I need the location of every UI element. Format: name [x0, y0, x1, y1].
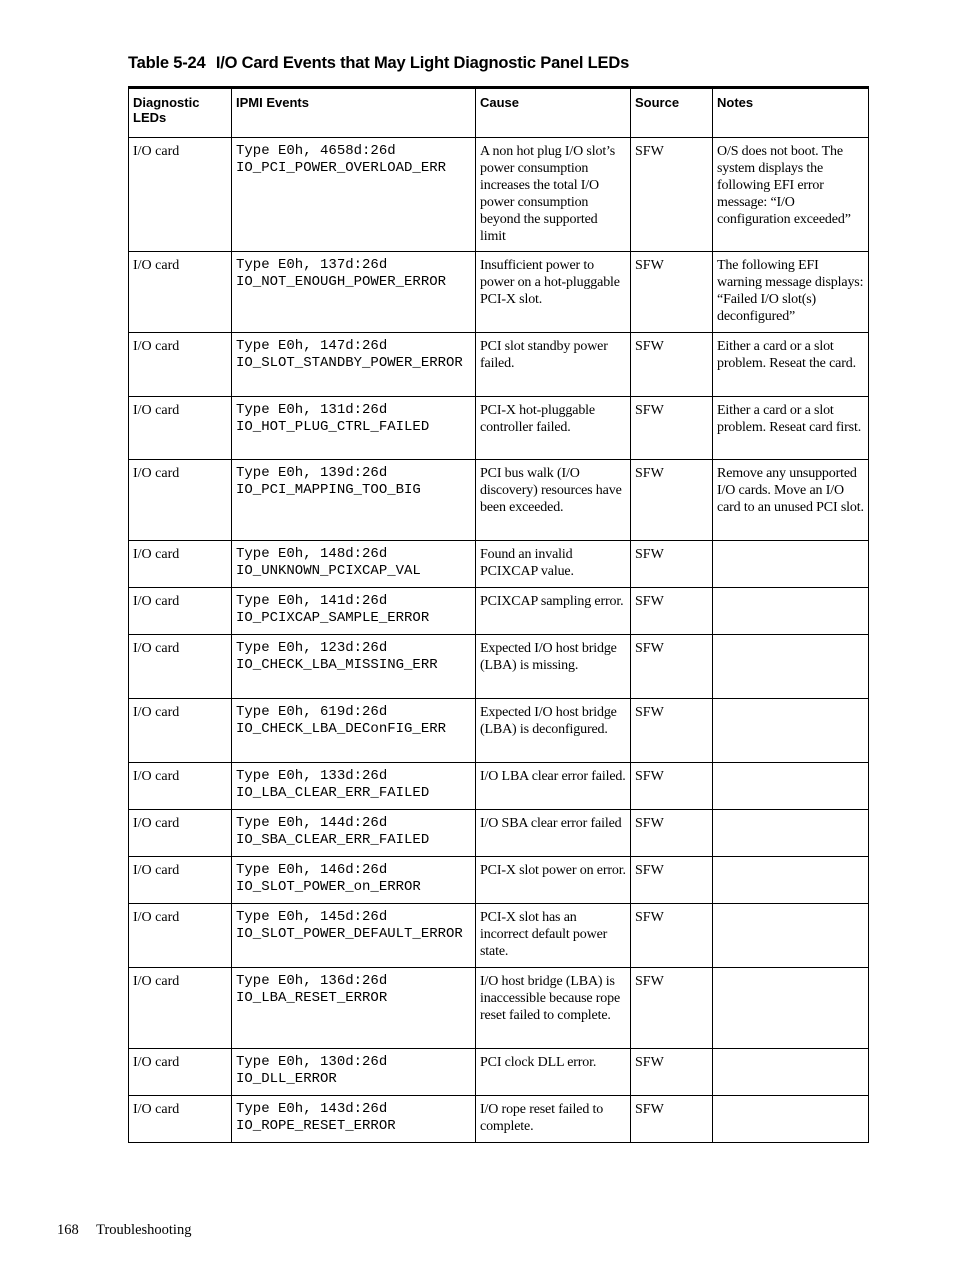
page-footer — [57, 1222, 191, 1239]
header-ipmi-events: IPMI Events — [232, 88, 476, 138]
cell-cause: Found an invalid PCIXCAP value. — [476, 541, 631, 588]
cell-ipmi-event — [232, 397, 476, 460]
cell-diagnostic-led: I/O card — [129, 763, 232, 810]
cell-ipmi-event — [232, 810, 476, 857]
cell-cause: PCI clock DLL error. — [476, 1049, 631, 1096]
table-number: Table 5-24 — [128, 54, 206, 72]
table-title — [128, 54, 629, 73]
table-caption: I/O Card Events that May Light Diagnostic Panel LEDs — [215, 54, 630, 72]
cell-ipmi-event — [232, 968, 476, 1049]
cell-notes: O/S does not boot. The system displays the following EFI error message: “I/O configuration exceeded” — [713, 138, 869, 252]
table-row — [129, 333, 869, 397]
ipmi-event-name: IO_NOT_ENOUGH_POWER_ERROR — [236, 274, 447, 290]
ipmi-type: Type E0h, 139d:26d — [236, 465, 388, 481]
cell-cause: Insufficient power to power on a hot-pluggable PCI-X slot. — [476, 252, 631, 333]
cell-source: SFW — [631, 1096, 713, 1143]
cell-ipmi-event — [232, 763, 476, 810]
table-row — [129, 541, 869, 588]
cell-source: SFW — [631, 588, 713, 635]
cell-diagnostic-led: I/O card — [129, 635, 232, 699]
ipmi-event-name: IO_UNKNOWN_PCIXCAP_VAL — [236, 563, 421, 579]
cell-ipmi-event — [232, 460, 476, 541]
table-body — [129, 138, 869, 1143]
cell-notes — [713, 699, 869, 763]
page-number: 168 — [57, 1222, 79, 1238]
cell-notes: The following EFI warning message displays: “Failed I/O slot(s) deconfigured” — [713, 252, 869, 333]
cell-diagnostic-led: I/O card — [129, 333, 232, 397]
cell-ipmi-event — [232, 904, 476, 968]
cell-notes — [713, 588, 869, 635]
table-row — [129, 460, 869, 541]
ipmi-event-name: IO_SLOT_POWER_on_ERROR — [236, 879, 421, 895]
ipmi-type: Type E0h, 619d:26d — [236, 704, 388, 720]
ipmi-type: Type E0h, 145d:26d — [236, 909, 388, 925]
ipmi-type: Type E0h, 137d:26d — [236, 257, 388, 273]
table-row — [129, 763, 869, 810]
cell-diagnostic-led: I/O card — [129, 1096, 232, 1143]
table-row — [129, 397, 869, 460]
ipmi-event-name: IO_LBA_CLEAR_ERR_FAILED — [236, 785, 430, 801]
io-card-events-table — [128, 86, 869, 1143]
ipmi-event-name: IO_DLL_ERROR — [236, 1071, 337, 1087]
ipmi-event-name: IO_PCI_MAPPING_TOO_BIG — [236, 482, 421, 498]
cell-diagnostic-led: I/O card — [129, 541, 232, 588]
ipmi-type: Type E0h, 141d:26d — [236, 593, 388, 609]
ipmi-event-name: IO_SLOT_POWER_DEFAULT_ERROR — [236, 926, 463, 942]
cell-cause: PCI bus walk (I/O discovery) resources have been exceeded. — [476, 460, 631, 541]
cell-cause: I/O LBA clear error failed. — [476, 763, 631, 810]
cell-ipmi-event — [232, 857, 476, 904]
ipmi-type: Type E0h, 136d:26d — [236, 973, 388, 989]
cell-cause: Expected I/O host bridge (LBA) is missing. — [476, 635, 631, 699]
header-diagnostic-leds: Diagnostic LEDs — [129, 88, 232, 138]
ipmi-type: Type E0h, 143d:26d — [236, 1101, 388, 1117]
table-row — [129, 635, 869, 699]
cell-source: SFW — [631, 252, 713, 333]
table-row — [129, 968, 869, 1049]
table-row — [129, 138, 869, 252]
table-row — [129, 699, 869, 763]
ipmi-event-name: IO_CHECK_LBA_MISSING_ERR — [236, 657, 438, 673]
cell-ipmi-event — [232, 1096, 476, 1143]
cell-cause: I/O rope reset failed to complete. — [476, 1096, 631, 1143]
cell-ipmi-event — [232, 588, 476, 635]
cell-diagnostic-led: I/O card — [129, 857, 232, 904]
section-name: Troubleshooting — [96, 1222, 192, 1238]
cell-diagnostic-led: I/O card — [129, 138, 232, 252]
cell-notes — [713, 904, 869, 968]
cell-diagnostic-led: I/O card — [129, 588, 232, 635]
cell-cause: Expected I/O host bridge (LBA) is deconfigured. — [476, 699, 631, 763]
cell-source: SFW — [631, 397, 713, 460]
table-row — [129, 1049, 869, 1096]
cell-notes — [713, 541, 869, 588]
ipmi-event-name: IO_ROPE_RESET_ERROR — [236, 1118, 396, 1134]
table-row — [129, 810, 869, 857]
cell-notes — [713, 1096, 869, 1143]
ipmi-event-name: IO_SLOT_STANDBY_POWER_ERROR — [236, 355, 463, 371]
ipmi-event-name: IO_SBA_CLEAR_ERR_FAILED — [236, 832, 430, 848]
cell-ipmi-event — [232, 635, 476, 699]
ipmi-type: Type E0h, 144d:26d — [236, 815, 388, 831]
table-row — [129, 904, 869, 968]
cell-diagnostic-led: I/O card — [129, 397, 232, 460]
cell-cause: PCI-X hot-pluggable controller failed. — [476, 397, 631, 460]
ipmi-type: Type E0h, 123d:26d — [236, 640, 388, 656]
ipmi-type: Type E0h, 146d:26d — [236, 862, 388, 878]
table-row — [129, 857, 869, 904]
cell-cause: A non hot plug I/O slot’s power consumption increases the total I/O power consumption beyond the supported limit — [476, 138, 631, 252]
ipmi-event-name: IO_LBA_RESET_ERROR — [236, 990, 388, 1006]
cell-source: SFW — [631, 460, 713, 541]
cell-ipmi-event — [232, 138, 476, 252]
cell-source: SFW — [631, 138, 713, 252]
cell-notes — [713, 1049, 869, 1096]
cell-ipmi-event — [232, 541, 476, 588]
header-notes: Notes — [713, 88, 869, 138]
cell-ipmi-event — [232, 252, 476, 333]
table-row — [129, 588, 869, 635]
cell-ipmi-event — [232, 333, 476, 397]
ipmi-event-name: IO_CHECK_LBA_DEConFIG_ERR — [236, 721, 447, 737]
cell-source: SFW — [631, 810, 713, 857]
cell-ipmi-event — [232, 699, 476, 763]
cell-source: SFW — [631, 968, 713, 1049]
cell-notes — [713, 968, 869, 1049]
cell-cause: PCI slot standby power failed. — [476, 333, 631, 397]
cell-diagnostic-led: I/O card — [129, 968, 232, 1049]
header-cause: Cause — [476, 88, 631, 138]
cell-notes — [713, 763, 869, 810]
cell-ipmi-event — [232, 1049, 476, 1096]
cell-source: SFW — [631, 857, 713, 904]
ipmi-type: Type E0h, 133d:26d — [236, 768, 388, 784]
cell-notes: Either a card or a slot problem. Reseat the card. — [713, 333, 869, 397]
cell-notes: Either a card or a slot problem. Reseat card first. — [713, 397, 869, 460]
cell-source: SFW — [631, 1049, 713, 1096]
ipmi-type: Type E0h, 4658d:26d — [236, 143, 396, 159]
cell-diagnostic-led: I/O card — [129, 252, 232, 333]
cell-diagnostic-led: I/O card — [129, 699, 232, 763]
cell-notes — [713, 810, 869, 857]
ipmi-event-name: IO_PCIXCAP_SAMPLE_ERROR — [236, 610, 430, 626]
ipmi-type: Type E0h, 131d:26d — [236, 402, 388, 418]
cell-diagnostic-led: I/O card — [129, 460, 232, 541]
cell-source: SFW — [631, 635, 713, 699]
ipmi-event-name: IO_PCI_POWER_OVERLOAD_ERR — [236, 160, 447, 176]
ipmi-type: Type E0h, 130d:26d — [236, 1054, 388, 1070]
cell-source: SFW — [631, 763, 713, 810]
cell-notes — [713, 635, 869, 699]
ipmi-type: Type E0h, 148d:26d — [236, 546, 388, 562]
cell-source: SFW — [631, 541, 713, 588]
cell-diagnostic-led: I/O card — [129, 904, 232, 968]
table-row — [129, 252, 869, 333]
ipmi-event-name: IO_HOT_PLUG_CTRL_FAILED — [236, 419, 430, 435]
cell-cause: PCIXCAP sampling error. — [476, 588, 631, 635]
cell-diagnostic-led: I/O card — [129, 1049, 232, 1096]
cell-cause: I/O host bridge (LBA) is inaccessible because rope reset failed to complete. — [476, 968, 631, 1049]
cell-source: SFW — [631, 904, 713, 968]
cell-cause: I/O SBA clear error failed — [476, 810, 631, 857]
cell-source: SFW — [631, 333, 713, 397]
table-header-row — [129, 88, 869, 138]
table-row — [129, 1096, 869, 1143]
header-source: Source — [631, 88, 713, 138]
cell-diagnostic-led: I/O card — [129, 810, 232, 857]
cell-notes: Remove any unsupported I/O cards. Move an I/O card to an unused PCI slot. — [713, 460, 869, 541]
cell-cause: PCI-X slot has an incorrect default power state. — [476, 904, 631, 968]
cell-cause: PCI-X slot power on error. — [476, 857, 631, 904]
ipmi-type: Type E0h, 147d:26d — [236, 338, 388, 354]
cell-notes — [713, 857, 869, 904]
cell-source: SFW — [631, 699, 713, 763]
